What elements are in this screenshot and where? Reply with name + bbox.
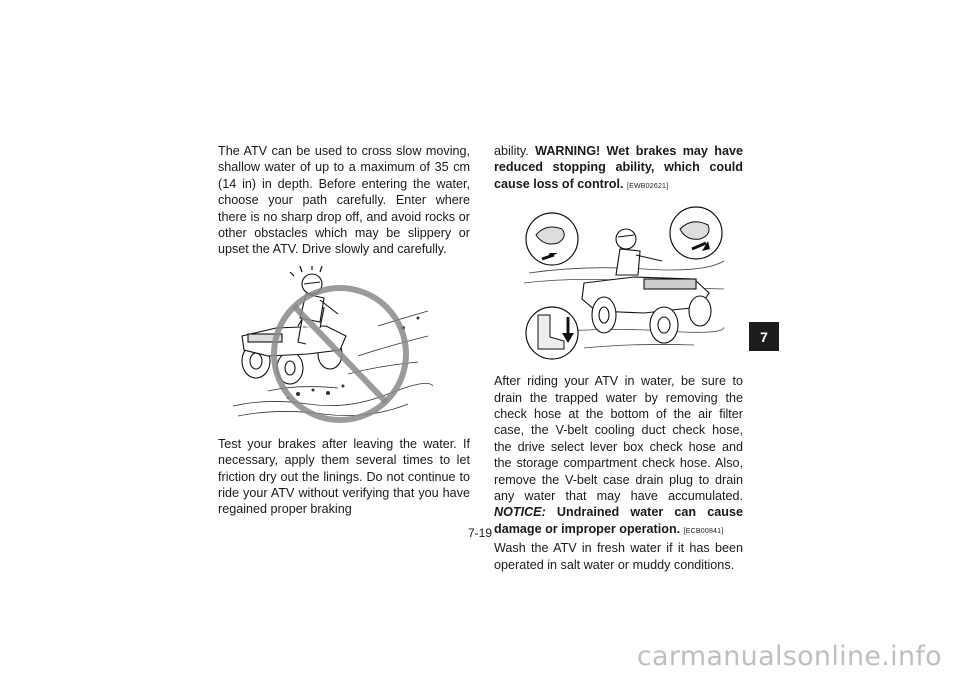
left-column [218, 143, 470, 518]
drain-water-text: After riding your ATV in water, be sure to drain the trapped water by removing the check hose at the bottom of the air filter case, the V-belt cooling duct check hose, the drive select lever box check hose and the storage compartment check hose. Also, remove the V-belt case drain plug to drain any water that may have accumulated. [494, 374, 743, 504]
chapter-tab: 7 [749, 322, 779, 351]
wash-atv-paragraph: Wash the ATV in fresh water if it has been operated in salt water or muddy conditions. [494, 541, 743, 572]
warning-paragraph [494, 143, 743, 195]
continuation-text: ability. [494, 144, 536, 158]
test-brakes-paragraph: Test your brakes after leaving the water. If necessary, apply them several times to let friction dry out the linings. Do not continue to ride your ATV without verifying that you have regained proper braking [218, 436, 470, 517]
warning-text: WARNING! Wet brakes may have reduced stopping ability, which could cause loss of control. [494, 144, 743, 191]
page-number: 7-19 [468, 526, 493, 540]
notice-code: [ECB00841] [683, 527, 724, 535]
drain-water-paragraph [494, 373, 743, 540]
right-column [494, 143, 743, 573]
water-crossing-paragraph: The ATV can be used to cross slow moving, shallow water of up to a maximum of 35 cm (14 in) in depth. Before entering the water, choose your path carefully. Enter where there is no sharp drop off, and avoid rocks or other obstacles which may be slippery or upset the ATV. Drive slowly and carefully. [218, 144, 470, 257]
notice-label: NOTICE: [494, 505, 546, 520]
warning-code: [EWB02621] [626, 182, 669, 190]
watermark-text: carmanualsonline.info [636, 641, 942, 672]
wet-brakes-illustration [524, 203, 724, 363]
notice-text: Undrained water can cause damage or improper operation. [494, 505, 743, 536]
atv-water-prohibited-illustration [228, 266, 433, 426]
